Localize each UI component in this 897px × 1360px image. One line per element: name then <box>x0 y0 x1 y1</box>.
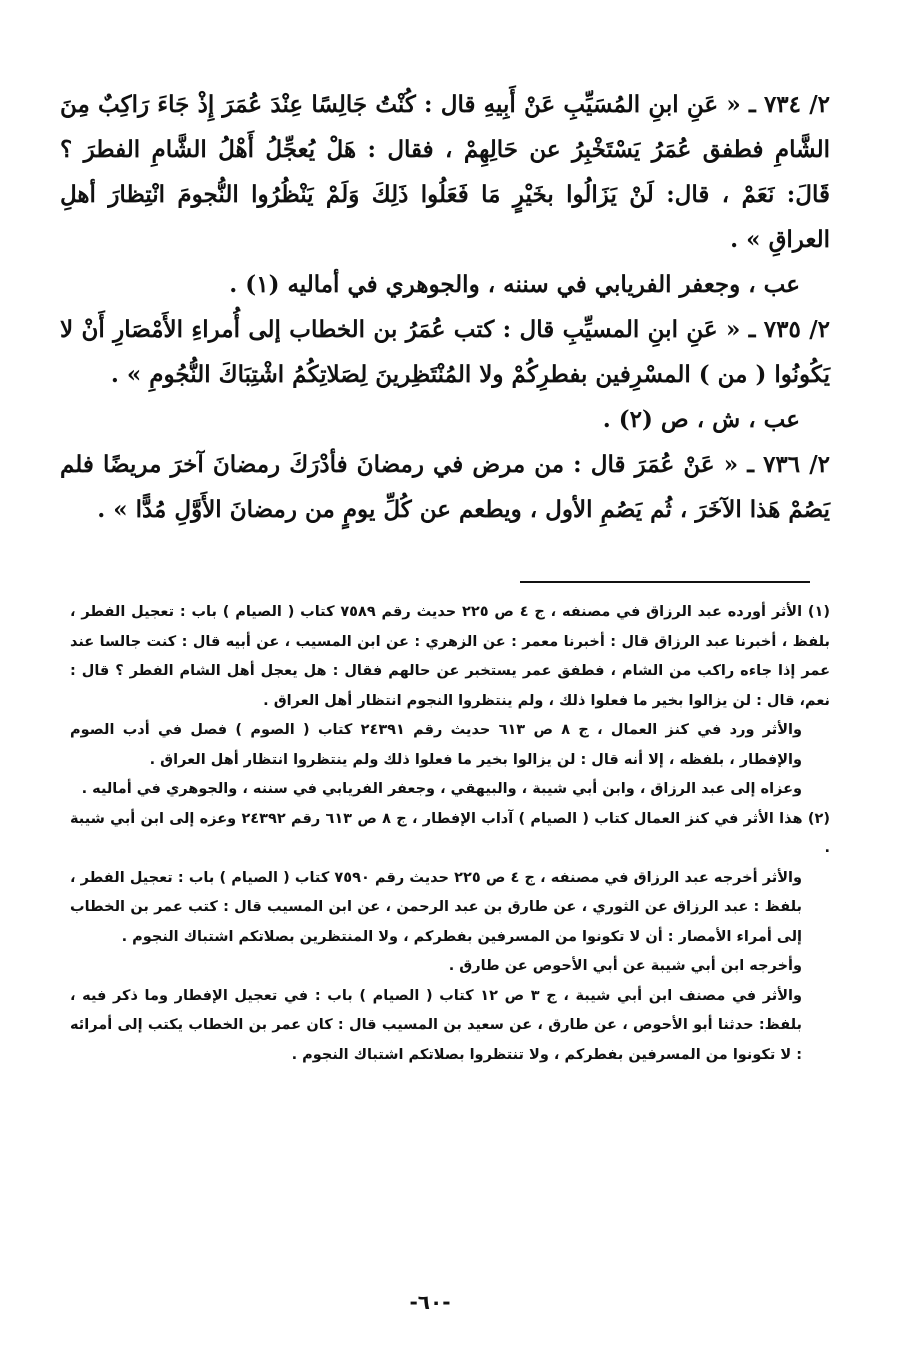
hadith-735: ٢/ ٧٣٥ ـ « عَنِ ابنِ المسيِّبِ قال : كتب عُمَرُ بن الخطاب إلى أُمراءِ الأَمْصَارِ أَنْ لا يَكُونُوا ( من ) المسْرِفين بفطرِكُمْ ولا المُنْتَظِرينَ لِصَلاتِكُمُ اشْتِبَاكَ النُّجُومِ » . <box>60 316 830 388</box>
hadith-736: ٢/ ٧٣٦ ـ « عَنْ عُمَرَ قال : من مرض في رمضانَ فأدْرَكَ رمضانَ آخرَ مريضًا فلم يَصُمْ هَذا الآخَرَ ، ثُم يَصُمِ الأول ، ويطعم عن كُلِّ يومٍ من رمضانَ الأَوَّلِ مُدًّا » . <box>60 451 830 523</box>
footnote-1: (١) الأثر أورده عبد الرزاق في مصنفه ، ج ٤ ص ٢٢٥ حديث رقم ٧٥٨٩ كتاب ( الصيام ) باب : تعجيل الفطر ، بلفظ ، أخبرنا عبد الرزاق قال : أخبرنا معمر : عن الزهري : عن ابن المسيب ، عن أبيه قال : كنت جالسا عند عمر إذا جاءه راكب من الشام ، فطفق عمر يستخبر عن حالهم فقال : هل يعجل أهل الشام الفطر ؟ قال : نعم، قال : لن يزالوا بخير ما فعلوا ذلك ، ولم ينتظروا النجوم انتظار أهل العراق . <box>70 604 831 709</box>
footnote-2: (٢) هذا الأثر في كنز العمال كتاب ( الصيام ) آداب الإفطار ، ج ٨ ص ٦١٣ رقم ٢٤٣٩٢ وعزه إلى ابن أبي شيبة . <box>70 810 830 856</box>
page-number: -٦٠- <box>409 1290 451 1314</box>
footnote-1-attribution: وعزاه إلى عبد الرزاق ، وابن أبي شيبة ، والبيهقي ، وجعفر الفريابي في سننه ، والجوهري في أماليه . <box>81 781 802 797</box>
footnote-separator <box>520 581 810 583</box>
footnote-2-ibn-abi-shaybah: وأخرجه ابن أبي شيبة عن أبي الأحوص عن طارق . <box>448 958 802 974</box>
source-line-735: عب ، ش ، ص (٢) . <box>602 406 800 433</box>
footnote-2-musannaf: والأثر في مصنف ابن أبي شيبة ، ج ٣ ص ١٢ كتاب ( الصيام ) باب : في تعجيل الإفطار وما ذكر فيه ، بلفظ: حدثنا أبو الأحوص ، عن طارق ، عن سعيد بن المسيب قال : كان عمر بن الخطاب يكتب إلى أمرائه : لا تكونوا من المسرفين بفطركم ، ولا تنتظروا بصلاتكم اشتباك النجوم . <box>70 987 802 1063</box>
source-line-734: عب ، وجعفر الفريابي في سننه ، والجوهري في أماليه (١) . <box>229 271 800 298</box>
footnotes-section <box>70 598 830 1070</box>
footnote-2-continued: والأثر أخرجه عبد الرزاق في مصنفه ، ج ٤ ص ٢٢٥ حديث رقم ٧٥٩٠ كتاب ( الصيام ) باب : تعجيل الفطر ، بلفظ : عبد الرزاق عن الثوري ، عن طارق بن عبد الرحمن ، عن ابن المسيب قال : كتب عمر بن الخطاب إلى أمراء الأمصار : أن لا تكونوا من المسرفين بفطركم ، ولا المنتظرين بصلاتكم اشتباك النجوم . <box>70 869 802 945</box>
main-text-body <box>60 82 830 532</box>
footnote-1-continued: والأثر ورد في كنز العمال ، ج ٨ ص ٦١٣ حديث رقم ٢٤٣٩١ كتاب ( الصوم ) فصل في أدب الصوم والإفطار ، بلفظه ، إلا أنه قال : لن يزالوا بخير ما فعلوا ذلك ولم ينتظروا انتظار أهل العراق . <box>70 722 803 768</box>
hadith-734: ٢/ ٧٣٤ ـ « عَنِ ابنِ المُسَيِّبِ عَنْ أَبِيهِ قال : كُنْتُ جَالِسًا عِنْدَ عُمَرَ إِذْ جَاءَ رَاكِبٌ مِنَ الشَّامِ فطفق عُمَرُ يَسْتَخْبِرُ عن حَالِهِمْ ، فقال : هَلْ يُعجِّلُ أَهْلُ الشَّامِ الفطرَ ؟ قَالَ: نَعَمْ ، قال: لَنْ يَزَالُوا بخَيْرٍ مَا فَعَلُوا ذَلِكَ وَلَمْ يَنْظُرُوا النُّجومَ انْتِظارَ أهلِ العراقِ » . <box>60 91 830 253</box>
